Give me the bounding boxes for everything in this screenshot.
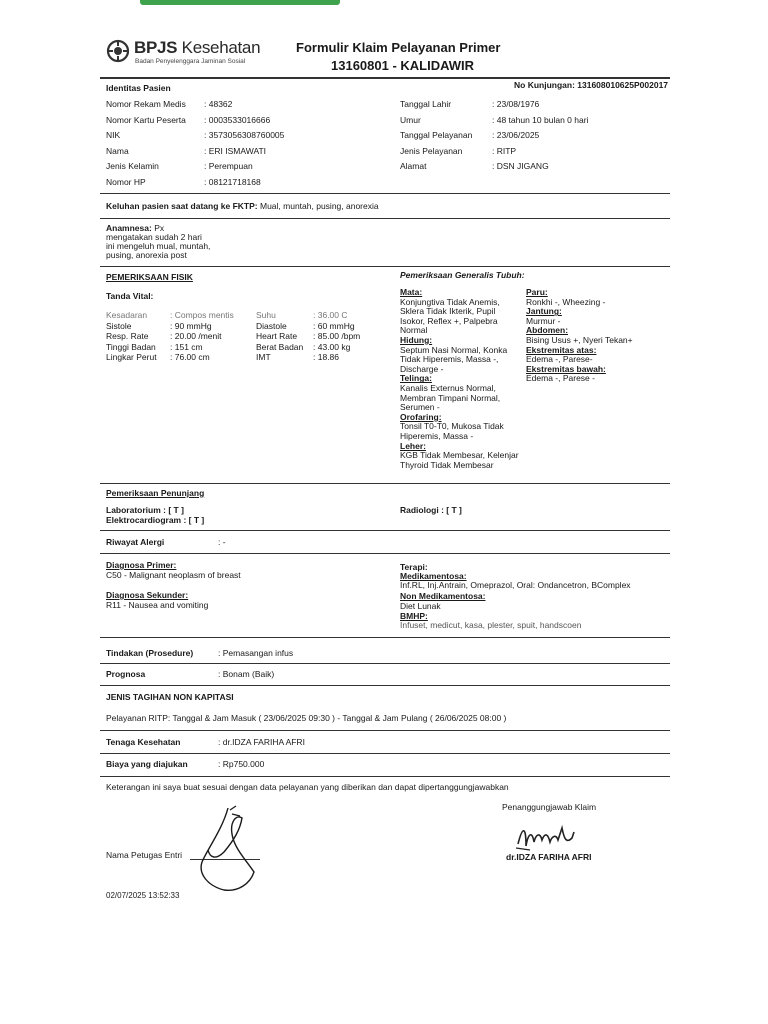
form-title: Formulir Klaim Pelayanan Primer [296,40,501,55]
exam-finding: Bising Usus +, Nyeri Tekan+ [526,334,633,345]
anamnesa-block [106,224,210,260]
divider [100,637,670,638]
vital-value: : 90 mmHg [170,320,212,331]
identity-field-value: : 48362 [204,99,233,109]
responsible-label: Penanggungjawab Klaim [502,802,597,812]
general-exam-col2 [526,288,633,384]
anamnesa-label: Anamnesa: [106,223,152,233]
form-subtitle: 13160801 - KALIDAWIR [331,58,475,73]
identity-field-value: : 48 tahun 10 bulan 0 hari [492,114,589,125]
secondary-diagnosis-label: Diagnosa Sekunder: [106,590,189,600]
exam-finding: Isokor, Reflex +, Palpebra [400,315,498,326]
responsible-name: dr.IDZA FARIHA AFRI [506,852,592,862]
anamnesa-line: pusing, anorexia post [106,250,187,260]
staff-value: : dr.IDZA FARIHA AFRI [218,737,305,747]
identity-field-label: Nomor Rekam Medis [106,99,186,109]
vital-value: : 60 mmHg [313,320,355,331]
identity-field-value: : RITP [492,145,517,156]
vital-value: : 36.00 C [313,310,348,320]
divider [100,266,670,267]
vital-label: Resp. Rate [106,331,149,341]
vital-label: Lingkar Perut [106,352,157,362]
prognosis-value: : Bonam (Baik) [218,669,275,679]
vital-label: Suhu [256,310,276,320]
identity-field-label: Nama [106,145,129,156]
medication-value: Inf.RL, Inj.Antrain, Omeprazol, Oral: Ondancetron, BComplex [400,580,631,590]
lab-result: Laboratorium : [ T ] [106,505,184,515]
identity-field-label: Jenis Pelayanan [400,145,463,156]
complaint-value: Mual, muntah, pusing, anorexia [260,201,379,211]
vital-value: : 85.00 /bpm [313,331,361,341]
vital-value: : 20.00 /menit [170,331,222,341]
general-exam-col1 [400,288,519,470]
logo-wordmark: BPJS Kesehatan [134,38,261,57]
exam-finding: Konjungtiva Tidak Anemis, [400,296,500,307]
vital-label: Sistole [106,320,132,331]
identity-field-value: : DSN JIGANG [492,161,549,171]
doctor-signature [512,820,582,854]
identity-field-value: : Perempuan [204,161,253,171]
divider [100,553,670,554]
vital-label: Berat Badan [256,341,304,352]
identity-field-value: : 0003533016666 [204,114,271,125]
divider [100,193,670,194]
exam-finding: Thyroid Tidak Membesar [400,459,494,470]
divider [100,663,670,664]
identity-field-label: Alamat [400,161,427,171]
exam-section-heading: Mata: [400,287,423,297]
billing-title: JENIS TAGIHAN NON KAPITASI [106,692,234,702]
medication-label: Medikamentosa: [400,571,467,581]
divider [100,77,670,79]
vital-value: : 18.86 [313,352,340,362]
exam-section-heading: Orofaring: [400,411,442,422]
exam-finding: Kanalis Externus Normal, [400,382,496,393]
exam-finding: Edema -, Parese - [526,373,595,384]
exam-title: PEMERIKSAAN FISIK [106,272,193,282]
primary-diagnosis-label: Diagnosa Primer: [106,560,177,570]
identity-field-value: : 3573056308760005 [204,130,285,140]
exam-finding: Membran Timpani Normal, [400,392,501,403]
exam-section-heading: Abdomen: [526,325,569,336]
radiology-result: Radiologi : [ T ] [400,505,462,515]
exam-section-heading: Ekstremitas bawah: [526,363,606,374]
anamnesa-line: Px [154,223,165,233]
billing-service: Pelayanan RITP: Tanggal & Jam Masuk ( 23/06/2025 09:30 ) - Tanggal & Jam Pulang ( 26/06/2025 08:00 ) [106,713,507,723]
vital-value: : 151 cm [170,341,203,352]
exam-section-heading: Jantung: [526,306,562,317]
allergy-label: Riwayat Alergi [106,537,165,547]
divider [100,483,670,484]
exam-finding: Sklera Tidak Ikterik, Pupil [400,306,496,317]
divider [100,218,670,219]
exam-finding: Discharge - [400,363,444,374]
divider [100,776,670,777]
support-title: Pemeriksaan Penunjang [106,488,205,498]
vital-label: Diastole [256,320,287,331]
bpjs-emblem-icon [106,39,130,63]
identity-field-label: Jenis Kelamin [106,161,159,171]
exam-finding: Ronkhi -, Wheezing - [526,296,606,307]
complaint-label: Keluhan pasien saat datang ke FKTP: [106,201,258,211]
secondary-diagnosis: R11 - Nausea and vomiting [106,600,209,610]
cost-label: Biaya yang diajukan [106,759,188,769]
anamnesa-line: ini mengeluh mual, muntah, [106,241,211,251]
anamnesa-line: mengatakan sudah 2 hari [106,232,202,242]
identity-field-label: NIK [106,130,121,140]
procedure-label: Tindakan (Prosedure) [106,648,194,658]
exam-finding: Murmur - [526,315,561,326]
exam-section-heading: Leher: [400,440,426,451]
vital-label: IMT [256,352,271,362]
identity-section-label: Identitas Pasien [106,83,171,93]
bpjs-logo [106,38,266,72]
divider [100,730,670,731]
exam-finding: KGB Tidak Membesar, Kelenjar [400,450,519,461]
allergy-value: : - [218,537,226,547]
exam-finding: Serumen - [400,402,440,413]
vital-value: : 43.00 kg [313,341,351,352]
logo-subtitle: Badan Penyelenggara Jaminan Sosial [135,58,246,65]
exam-finding: Edema -, Parese- [526,354,593,365]
divider [100,530,670,531]
procedure-value: : Pemasangan infus [218,648,294,658]
exam-finding: Tonsil T0-T0, Mukosa Tidak [400,421,504,432]
vital-value: : Compos mentis [170,310,234,320]
exam-finding: Normal [400,325,428,336]
bmhp-label: BMHP: [400,611,428,621]
visit-number: No Kunjungan: 131608010625P002017 [514,80,669,90]
identity-field-label: Tanggal Pelayanan [400,130,473,140]
exam-finding: Hiperemis, Massa - [400,430,474,441]
bmhp-value: Infuset, medicut, kasa, plester, spuit, handscoen [400,620,582,630]
divider [100,753,670,754]
vital-value: : 76.00 cm [170,352,210,362]
staff-label: Tenaga Kesehatan [106,737,181,747]
prognosis-label: Prognosa [106,669,146,679]
identity-field-value: : 23/06/2025 [492,130,540,140]
exam-finding: Septum Nasi Normal, Konka [400,344,508,355]
identity-field-value: : 23/08/1976 [492,99,540,109]
exam-section-heading: Telinga: [400,373,432,384]
complaint-row [106,201,379,211]
ekg-result: Elektrocardiogram : [ T ] [106,515,205,525]
divider [100,685,670,686]
non-medication-value: Diet Lunak [400,601,441,611]
top-accent-bar [140,0,340,5]
cost-value: : Rp750.000 [218,759,265,769]
statement: Keterangan ini saya buat sesuai dengan data pelayanan yang diberikan dan dapat dipertanggungjawabkan [106,782,509,792]
officer-label: Nama Petugas Entri [106,850,183,860]
therapy-title: Terapi: [400,562,428,572]
printed-timestamp: 02/07/2025 13:52:33 [106,891,180,900]
identity-field-value: : ERI ISMAWATI [204,145,267,156]
primary-diagnosis: C50 - Malignant neoplasm of breast [106,570,241,580]
officer-signature [188,800,268,895]
identity-field-value: : 08121718168 [204,176,261,187]
identity-field-label: Tanggal Lahir [400,99,452,109]
vital-label: Tanda Vital: [106,291,154,301]
identity-field-label: Nomor HP [106,176,146,187]
identity-field-label: Nomor Kartu Peserta [106,114,186,125]
exam-finding: Tidak Hiperemis, Massa -, [400,354,499,365]
exam-section-heading: Hidung: [400,334,433,345]
non-medication-label: Non Medikamentosa: [400,591,486,601]
exam-section-heading: Paru: [526,287,548,297]
vital-label: Tinggi Badan [106,341,156,352]
vital-label: Heart Rate [256,331,298,341]
identity-field-label: Umur [400,114,421,125]
exam-section-heading: Ekstremitas atas: [526,344,597,355]
general-exam-title: Pemeriksaan Generalis Tubuh: [400,270,525,280]
vital-label: Kesadaran [106,310,148,320]
